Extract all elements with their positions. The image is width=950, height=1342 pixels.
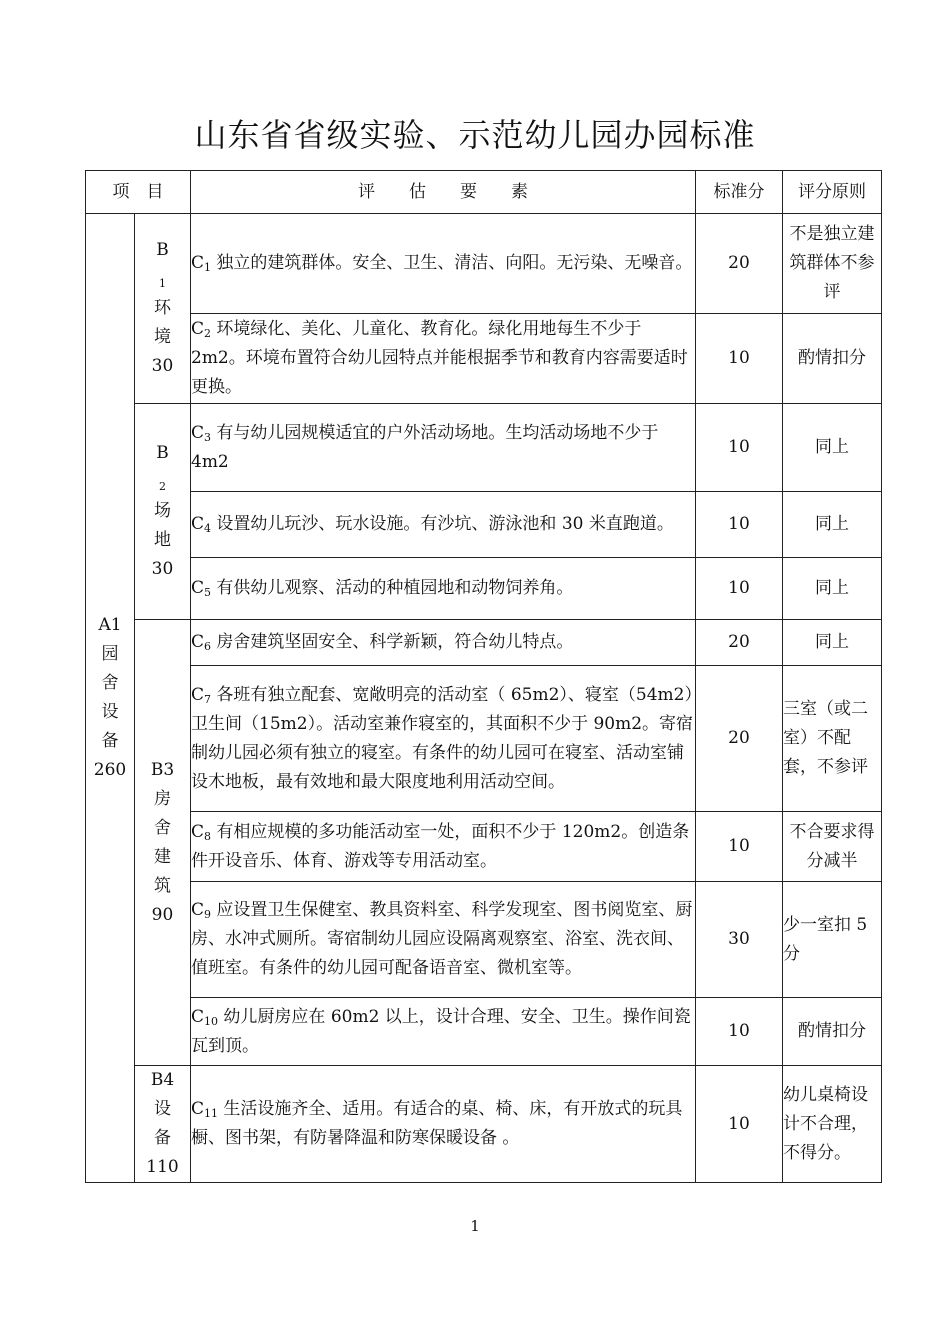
table-row: [86, 666, 882, 812]
item-c6: $C_6$ 房舍建筑坚固安全、科学新颖，符合幼儿特点。: [191, 620, 696, 666]
table-row: [86, 620, 882, 666]
item-c3: $C_3$ 有与幼儿园规模适宜的户外活动场地。生均活动场地不少于 4m2: [191, 404, 696, 492]
table-row: [86, 214, 882, 314]
header-row: [86, 171, 882, 214]
item-c10: $C_{10}$ 幼儿厨房应在 60m2 以上，设计合理、安全、卫生。操作间瓷瓦到顶。: [191, 998, 696, 1066]
rule-c2: 酌情扣分: [783, 314, 882, 404]
table-row: [86, 882, 882, 998]
score-c11: 10: [696, 1066, 783, 1183]
category-a1: A1 园 舍 设 备 260: [86, 214, 135, 1183]
item-c8: $C_8$ 有相应规模的多功能活动室一处，面积不少于 120m2。创造条件开设音乐、体育、游戏等专用活动室。: [191, 812, 696, 882]
category-b4: B4 设 备 110: [135, 1066, 191, 1183]
rule-c1: 不是独立建筑群体不参评: [783, 214, 882, 314]
table-row: [86, 1066, 882, 1183]
item-c1: $C_1$ 独立的建筑群体。安全、卫生、清洁、向阳。无污染、无噪音。: [191, 214, 696, 314]
score-c8: 10: [696, 812, 783, 882]
standards-table: [85, 170, 882, 1183]
header-project: 项 目: [86, 171, 191, 214]
rule-c4: 同上: [783, 492, 882, 558]
header-scoring-principle: 评分原则: [783, 171, 882, 214]
item-c11: $C_{11}$ 生活设施齐全、适用。有适合的桌、椅、床，有开放式的玩具橱、图书架，有防暑降温和防寒保暖设备 。: [191, 1066, 696, 1183]
category-b1: B $_1$ 环 境 30: [135, 214, 191, 404]
table-row: [86, 812, 882, 882]
rule-c6: 同上: [783, 620, 882, 666]
header-standard-score: 标准分: [696, 171, 783, 214]
score-c9: 30: [696, 882, 783, 998]
rule-c8: 不合要求得分减半: [783, 812, 882, 882]
score-c2: 10: [696, 314, 783, 404]
rule-c9: 少一室扣 5 分: [783, 882, 882, 998]
rule-c11: 幼儿桌椅设计不合理，不得分。: [783, 1066, 882, 1183]
category-b2: B $_2$ 场 地 30: [135, 404, 191, 620]
table-row: [86, 492, 882, 558]
table-row: [86, 998, 882, 1066]
rule-c3: 同上: [783, 404, 882, 492]
category-b3: B3 房 舍 建 筑 90: [135, 620, 191, 1066]
page-number: 1: [470, 1217, 480, 1235]
item-c9: $C_9$ 应设置卫生保健室、教具资料室、科学发现室、图书阅览室、厨房、水冲式厕所。寄宿制幼儿园应设隔离观察室、浴室、洗衣间、值班室。有条件的幼儿园可配备语音室、微机室等。: [191, 882, 696, 998]
score-c4: 10: [696, 492, 783, 558]
table-row: [86, 314, 882, 404]
rule-c7: 三室（或二室）不配套，不参评: [783, 666, 882, 812]
score-c1: 20: [696, 214, 783, 314]
item-c5: $C_5$ 有供幼儿观察、活动的种植园地和动物饲养角。: [191, 558, 696, 620]
item-c4: $C_4$ 设置幼儿玩沙、玩水设施。有沙坑、游泳池和 30 米直跑道。: [191, 492, 696, 558]
item-c7: $C_7$ 各班有独立配套、宽敞明亮的活动室（ 65m2）、寝室（54m2）卫生间（15m2）。活动室兼作寝室的，其面积不少于 90m2。寄宿制幼儿园必须有独立的寝室。有条件的幼儿园可在寝室、活动室铺设木地板，最有效地和最大限度地利用活动空间。: [191, 666, 696, 812]
rule-c10: 酌情扣分: [783, 998, 882, 1066]
score-c5: 10: [696, 558, 783, 620]
rule-c5: 同上: [783, 558, 882, 620]
item-c2: $C_2$ 环境绿化、美化、儿童化、教育化。绿化用地每生不少于 2m2。环境布置符合幼儿园特点并能根据季节和教育内容需要适时更换。: [191, 314, 696, 404]
table-row: [86, 558, 882, 620]
score-c7: 20: [696, 666, 783, 812]
page-title: 山东省省级实验、示范幼儿园办园标准: [194, 116, 756, 154]
header-elements: 评 估 要 素: [191, 171, 696, 214]
score-c6: 20: [696, 620, 783, 666]
score-c3: 10: [696, 404, 783, 492]
score-c10: 10: [696, 998, 783, 1066]
table-row: [86, 404, 882, 492]
